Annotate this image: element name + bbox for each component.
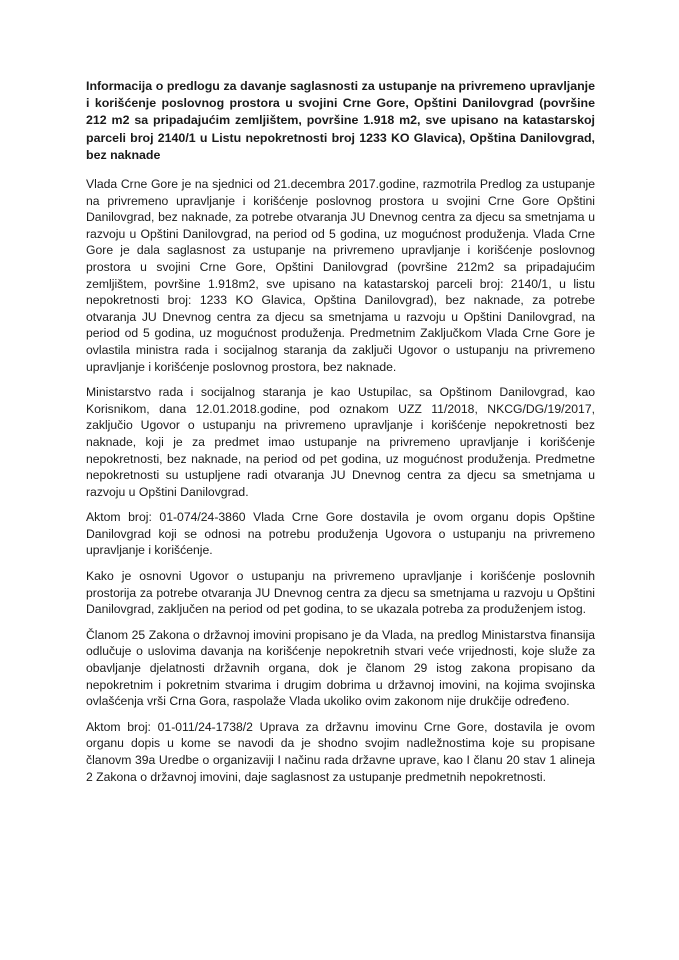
paragraph-property-administration: Aktom broj: 01-011/24-1738/2 Uprava za državnu imovinu Crne Gore, dostavila je ovom organu dopis u kome se navodi da je shodno svojim nadležnostima koje su propisane članovm 39a Uredbe o organizaviji I načinu rada državne uprave, kao I članu 20 stav 1 alineja 2 Zakona o državnoj imovini, daje saglasnost za ustupanje predmetnih nepokretnosti. <box>86 719 595 784</box>
paragraph-extension-need: Kako je osnovni Ugovor o ustupanju na privremeno upravljanje i korišćenje poslovnih prostorija za potrebe otvaranja JU Dnevnog centra za djecu sa smetnjama u razvoju u Opštini Danilovgrad, zaključen na period od pet godina, to se ukazala potreba za produženjem istog. <box>86 569 595 617</box>
paragraph-session-decision: Vlada Crne Gore je na sjednici od 21.decembra 2017.godine, razmotrila Predlog za ustupanje na privremeno upravljanje i korišćenje poslovnog prostora u svojini Crne Gore Opštini Danilovgrad, bez naknade, za potrebe otvaranja JU Dnevnog centra za djecu sa smetnjama u razvoju u Opštini Danilovgrad, na period od 5 godina, uz mogućnost produženja. Vlada Crne Gore je dala saglasnost za ustupanje na privremeno upravljanje i korišćenje poslovnog prostora u svojini Crne Gore, Opštini Danilovgrad (površine 212m2 sa pripadajućim zemljištem, površine 1.918m2, sve upisano na katastarskoj parceli broj: 2140/1, u listu nepokretnosti broj: 1233 KO Glavica, Opština Danilovgrad), bez naknade, za potrebe otvaranja JU Dnevnog centra za djecu sa smetnjama u razvoju u Opštini Danilovgrad, na period od 5 godina, uz mogućnost produženja. Predmetnim Zaključkom Vlada Crne Gore je ovlastila ministra rada i socijalnog staranja da zaključi Ugovor o ustupanju na privremeno upravljanje i korišćenje poslovnog prostora, bez naknade. <box>86 177 595 374</box>
document-title: Informacija o predlogu za davanje saglasnosti za ustupanje na privremeno upravljanje i korišćenje poslovnog prostora u svojini Crne Gore, Opštini Danilovgrad (površine 212 m2 sa pripadajućim zemljištem, površine 1.918 m2, sve upisano na katastarskoj parceli broj 2140/1 u Listu nepokretnosti broj 1233 KO Glavica), Opština Danilovgrad, bez naknade <box>86 79 595 162</box>
document-page <box>86 78 595 794</box>
paragraph-municipality-request: Aktom broj: 01-074/24-3860 Vlada Crne Gore dostavila je ovom organu dopis Opštine Danilovgrad koji se odnosi na potrebu produženja Ugovora o ustupanju na privremeno upravljanje i korišćenje. <box>86 510 595 558</box>
paragraph-legal-basis: Članom 25 Zakona o državnoj imovini propisano je da Vlada, na predlog Ministarstva finansija odlučuje o uslovima davanja na korišćenje nepokretnih stvari veće vrijednosti, koje služe za obavljanje djelatnosti državnih organa, dok je članom 29 istog zakona propisano da nepokretnim i pokretnim stvarima i drugim dobrima u državnoj imovini, na kojima svojinska ovlašćenja vrši Crna Gora, raspolaže Vlada ukoliko ovim zakonom nije drukčije određeno. <box>86 627 595 709</box>
paragraph-contract: Ministarstvo rada i socijalnog staranja je kao Ustupilac, sa Opštinom Danilovgrad, kao Korisnikom, dana 12.01.2018.godine, pod oznakom UZZ 11/2018, NKCG/DG/19/2017, zaključio Ugovor o ustupanju na privremeno upravljanje i korišćenje nepokretnosti bez naknade, koji je za predmet imao ustupanje na privremeno upravljanje i korišćenje nepokretnosti, bez naknade, na period od pet godina, uz mogućnost produženja. Predmetne nepokretnosti su ustupljene radi otvaranja JU Dnevnog centra za djecu sa smetnjama u razvoju u Opštini Danilovgrad. <box>86 385 595 499</box>
